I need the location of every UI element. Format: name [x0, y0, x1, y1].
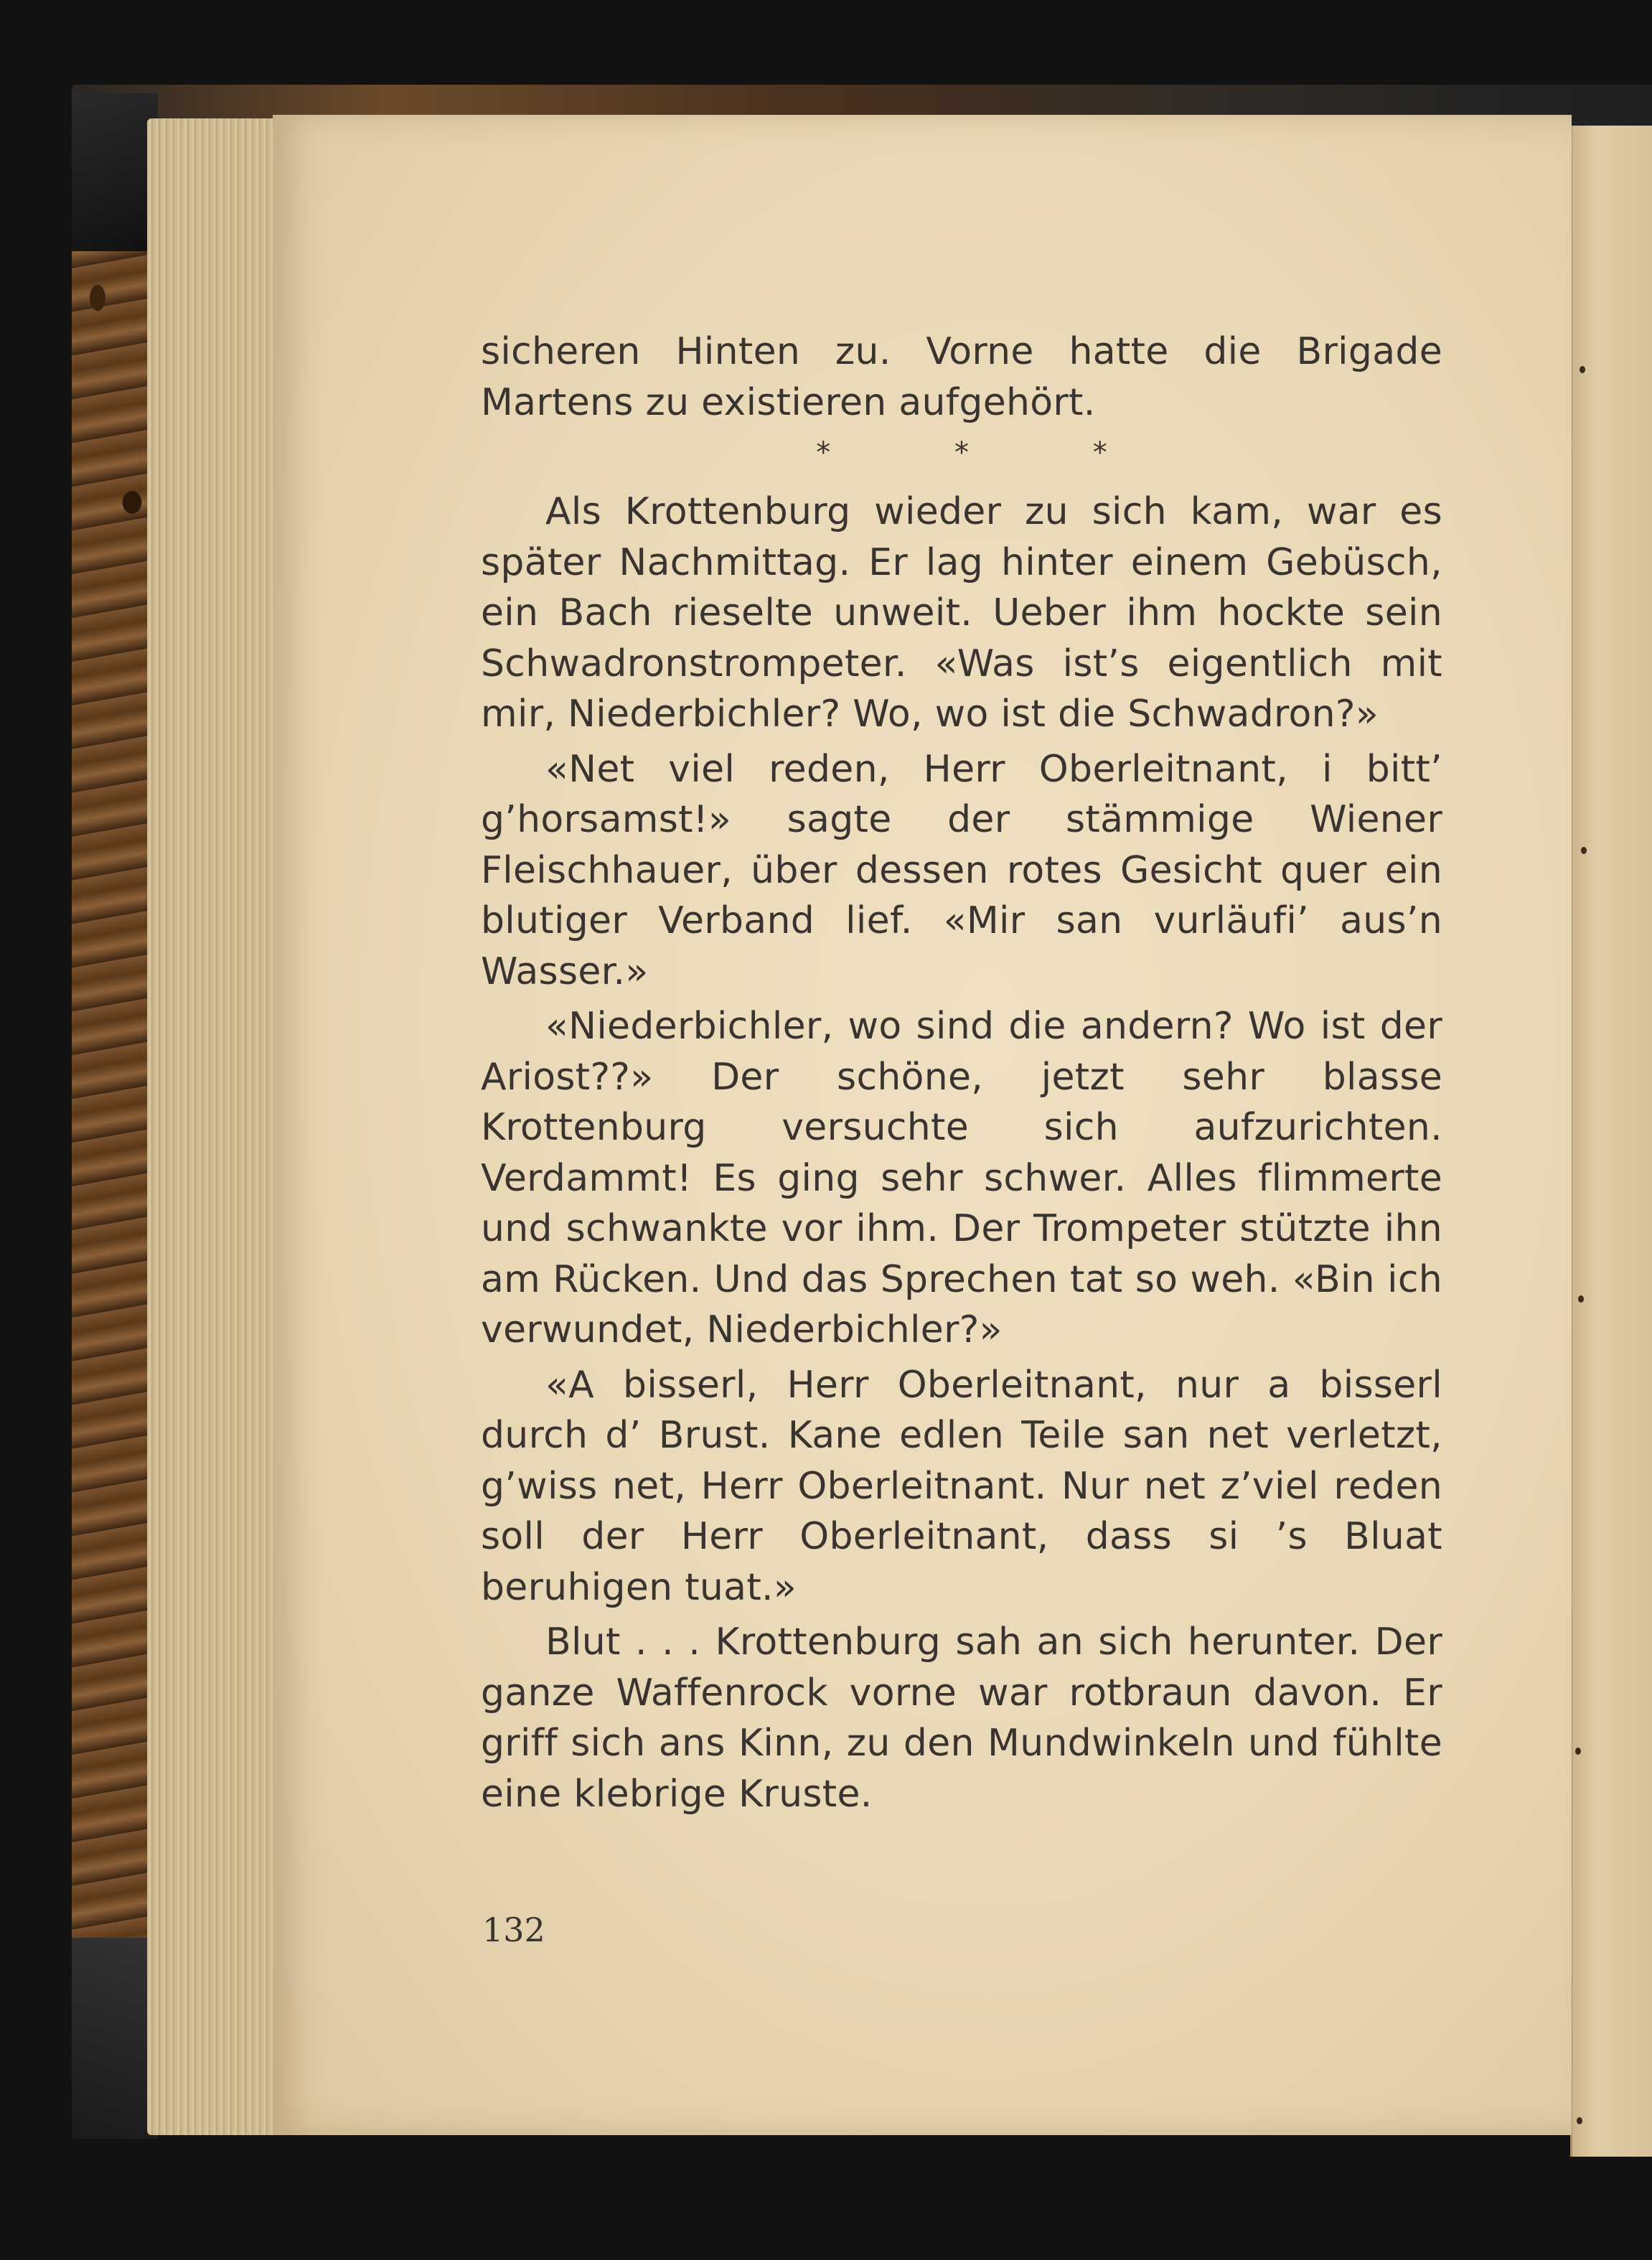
facing-page-mark: [1580, 366, 1585, 373]
paragraph: sicheren Hinten zu. Vorne hatte die Brigade Martens zu existieren aufgehört.: [481, 330, 1442, 424]
paragraph: «A bisserl, Herr Oberleitnant, nur a bisserl durch d’ Brust. Kane edlen Teile san net verletzt, g’wiss net, Herr Oberleitnant. Nur net z’viel reden soll der Herr Oberleitnant, dass si ’s Bluat beruhigen tuat.»: [481, 1363, 1442, 1609]
page-body-text: [481, 327, 1442, 1819]
page-block-edges: [147, 118, 291, 2135]
facing-page-mark: [1575, 1748, 1581, 1755]
facing-page-edge: [1570, 126, 1652, 2157]
book-cover-marbled: [72, 93, 158, 2139]
book-cover-leather-corner-bottom: [72, 1938, 158, 2139]
paragraph: Blut . . . Krottenburg sah an sich herunter. Der ganze Waffenrock vorne war rotbraun davon. Er griff sich ans Kinn, zu den Mundwinkeln und fühlte eine klebrige Kruste.: [481, 1621, 1442, 1816]
facing-page-mark: [1577, 2117, 1582, 2124]
paragraph: «Niederbichler, wo sind die andern? Wo ist der Ariost??» Der schöne, jetzt sehr blasse Krottenburg versuchte sich aufzurichten. Verdammt! Es ging sehr schwer. Alles flimmerte und schwankte vor ihm. Der Trompeter stützte ihn am Rücken. Und das Sprechen tat so weh. «Bin ich verwundet, Niederbichler?»: [481, 1005, 1442, 1351]
section-separator: * * *: [816, 436, 1165, 469]
page-number: 132: [482, 1910, 545, 1949]
facing-page-mark: [1581, 847, 1587, 854]
paragraph: «Net viel reden, Herr Oberleitnant, i bitt’ g’horsamst!» sagte der stämmige Wiener Fleischhauer, über dessen rotes Gesicht quer ein blutiger Verband lief. «Mir san vurläufi’ aus’n Wasser.»: [481, 747, 1442, 993]
facing-page-mark: [1578, 1295, 1584, 1303]
paragraph: Als Krottenburg wieder zu sich kam, war es später Nachmittag. Er lag hinter einem Gebüsch, ein Bach rieselte unweit. Ueber ihm hockte sein Schwadronstrompeter. «Was ist’s eigentlich mit mir, Niederbichler? Wo, wo ist die Schwadron?»: [481, 490, 1442, 736]
book-cover-leather-corner-top: [72, 93, 158, 251]
